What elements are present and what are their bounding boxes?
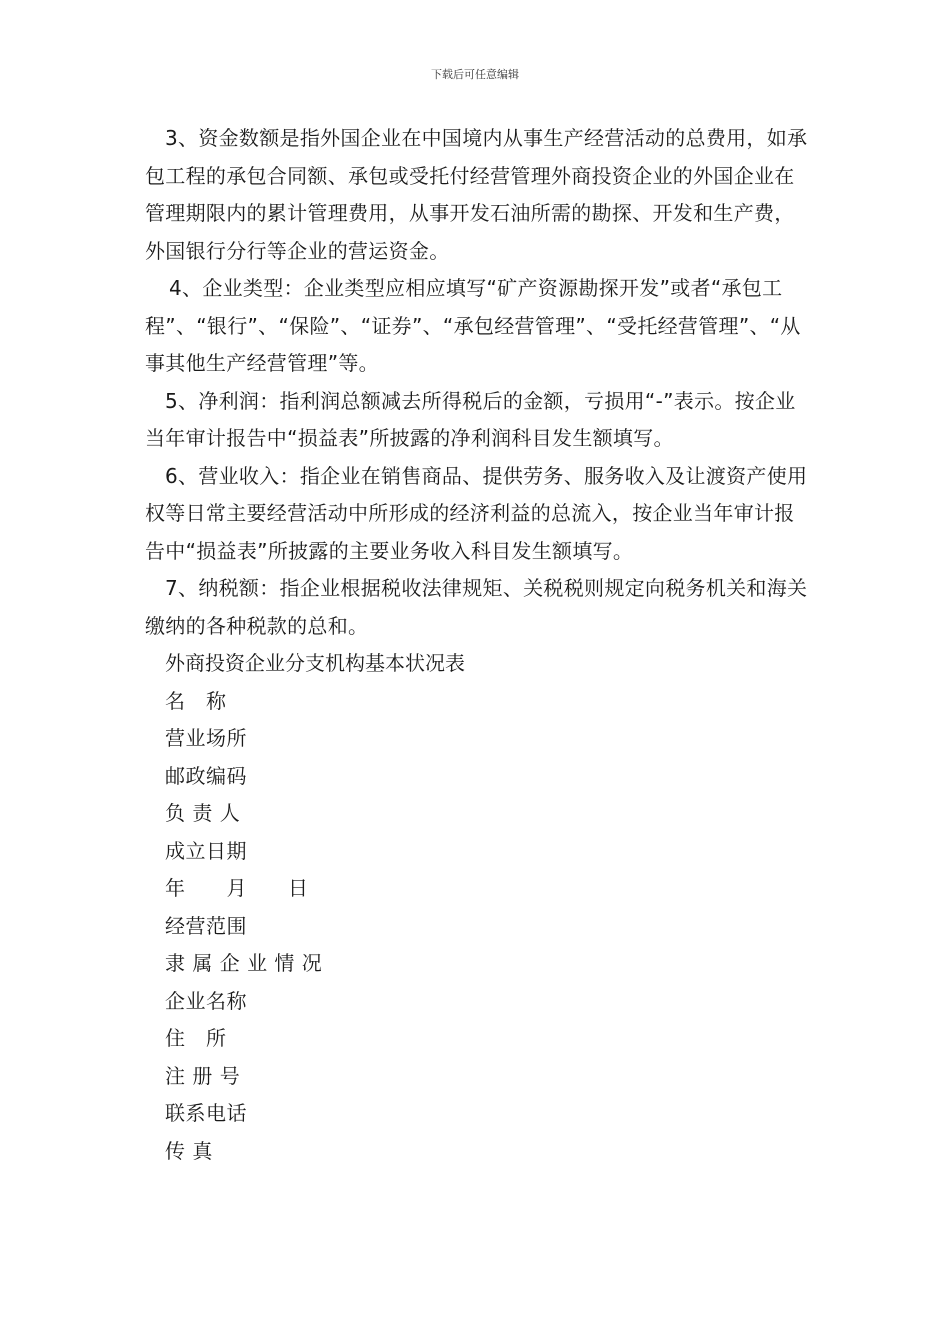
field-establishment-date: 成立日期 bbox=[165, 838, 247, 863]
field-phone: 联系电话 bbox=[165, 1101, 247, 1125]
field-postal-code: 邮政编码 bbox=[165, 763, 247, 788]
field-business-premises: 营业场所 bbox=[165, 726, 247, 750]
field-person-in-charge: 负 责 人 bbox=[165, 801, 241, 825]
paragraph-operating-revenue: 6、营业收入：指企业在销售商品、提供劳务、服务收入及让渡资产使用权等日常主要经营活动中所形成的经济利益的总流入，按企业当年审计报告中“损益表”所披露的主要业务收入科目发生额填写。 bbox=[145, 463, 808, 563]
field-enterprise-name: 企业名称 bbox=[165, 988, 247, 1013]
paragraph-capital-amount: 3、资金数额是指外国企业在中国境内从事生产经营活动的总费用，如承包工程的承包合同额、承包或受托付经营管理外商投资企业的外国企业在管理期限内的累计管理费用，从事开发石油所需的勘探、开发和生产费，外国银行分行等企业的营运资金。 bbox=[145, 126, 808, 263]
form-field-list bbox=[145, 683, 810, 1171]
field-fax: 传 真 bbox=[165, 1138, 213, 1163]
form-title: 外商投资企业分支机构基本状况表 bbox=[165, 651, 465, 675]
field-business-scope: 经营范围 bbox=[165, 913, 247, 938]
field-parent-enterprise: 隶 属 企 业 情 况 bbox=[165, 951, 323, 975]
paragraph-net-profit: 5、净利润：指利润总额减去所得税后的金额，亏损用“-”表示。按企业当年审计报告中“损益表”所披露的净利润科目发生额填写。 bbox=[145, 388, 796, 450]
field-registration-number: 注 册 号 bbox=[165, 1063, 241, 1088]
document-body bbox=[145, 120, 810, 1170]
field-address: 住 所 bbox=[165, 1026, 227, 1050]
field-date-format: 年 月 日 bbox=[165, 876, 309, 900]
paragraph-tax-amount: 7、纳税额：指企业根据税收法律规矩、关税税则规定向税务机关和海关缴纳的各种税款的总和。 bbox=[145, 576, 808, 638]
paragraph-enterprise-type: 4、企业类型：企业类型应相应填写“矿产资源勘探开发”或者“承包工程”、“银行”、“保险”、“证券”、“承包经营管理”、“受托经营管理”、“从事其他生产经营管理”等。 bbox=[145, 276, 801, 375]
page-header: 下载后可任意编辑 bbox=[431, 68, 519, 81]
field-name: 名 称 bbox=[165, 688, 227, 713]
